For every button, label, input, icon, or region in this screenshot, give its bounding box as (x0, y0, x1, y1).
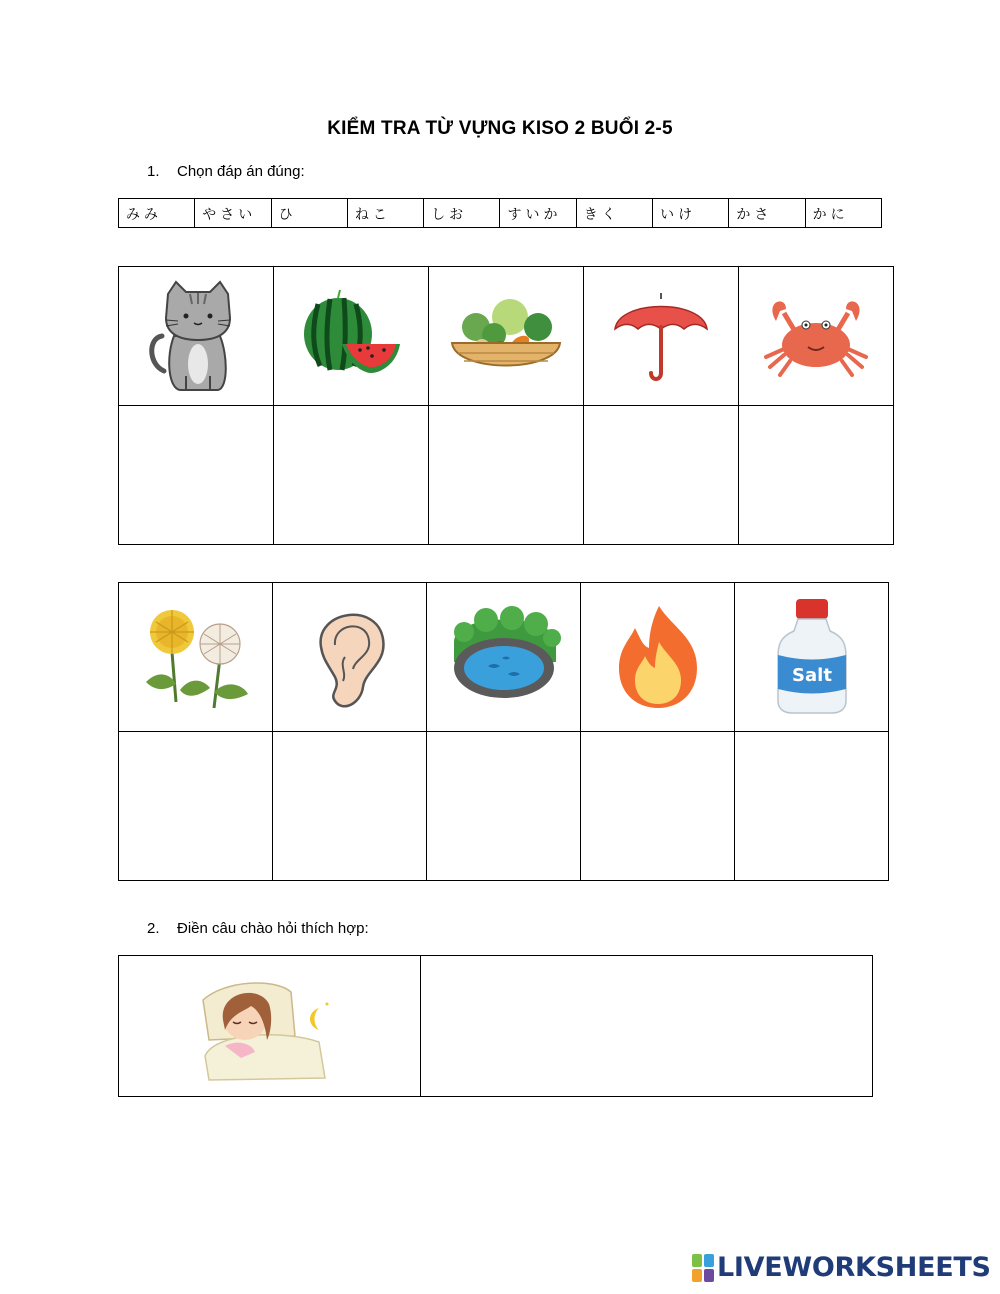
word-option[interactable]: かさ (729, 199, 805, 227)
answer-box[interactable] (427, 732, 581, 881)
word-option[interactable]: ねこ (348, 199, 424, 227)
picture-cell (429, 267, 584, 406)
sleeping-girl-icon (195, 966, 345, 1086)
answer-box[interactable] (739, 406, 894, 545)
crab-icon (756, 291, 876, 381)
question-2-number: 2. (147, 920, 160, 937)
answer-box[interactable] (581, 732, 735, 881)
picture-cell (584, 267, 739, 406)
page-title: KIỂM TRA TỪ VỰNG KISO 2 BUỔI 2-5 (327, 118, 673, 139)
logo-mark-icon (692, 1254, 714, 1282)
word-option[interactable]: すいか (500, 199, 576, 227)
word-option[interactable]: ひ (272, 199, 348, 227)
umbrella-icon (611, 281, 711, 391)
answer-box[interactable] (273, 732, 427, 881)
word-bank (118, 198, 882, 228)
answer-box[interactable] (584, 406, 739, 545)
greeting-answer-box[interactable] (421, 956, 872, 1096)
question-2-text: Điền câu chào hỏi thích hợp: (177, 920, 369, 937)
question-1-number: 1. (147, 163, 160, 180)
picture-cell (581, 583, 735, 732)
answer-box[interactable] (735, 732, 889, 881)
greeting-picture-cell (119, 956, 421, 1096)
picture-cell (739, 267, 894, 406)
word-option[interactable]: かに (812, 207, 849, 223)
answer-box[interactable] (429, 406, 584, 545)
picture-cell (273, 583, 427, 732)
picture-grid-2 (118, 582, 889, 881)
pond-icon (444, 602, 564, 712)
picture-cell (119, 267, 274, 406)
picture-cell (274, 267, 429, 406)
fire-icon (613, 602, 703, 712)
picture-grid-1 (118, 266, 894, 545)
answer-box[interactable] (119, 732, 273, 881)
picture-cell (735, 583, 889, 732)
greeting-table (118, 955, 873, 1097)
watermelon-icon (296, 286, 406, 386)
logo-text: LIVEWORKSHEETS (717, 1252, 991, 1283)
cat-icon (146, 276, 246, 396)
word-option[interactable]: しお (424, 199, 500, 227)
vegetables-icon (446, 291, 566, 381)
word-option[interactable]: やさい (195, 199, 271, 227)
answer-box[interactable] (274, 406, 429, 545)
word-option[interactable]: いけ (653, 199, 729, 227)
word-option[interactable]: きく (577, 199, 653, 227)
liveworksheets-logo (692, 1252, 991, 1283)
word-option[interactable]: みみ (119, 199, 195, 227)
answer-box[interactable] (119, 406, 274, 545)
salt-label: Salt (791, 665, 832, 686)
ear-icon (305, 597, 395, 717)
picture-cell (119, 583, 273, 732)
picture-cell (427, 583, 581, 732)
chrysanthemum-icon (136, 602, 256, 712)
question-1-text: Chọn đáp án đúng: (177, 163, 305, 180)
salt-icon (772, 597, 852, 717)
